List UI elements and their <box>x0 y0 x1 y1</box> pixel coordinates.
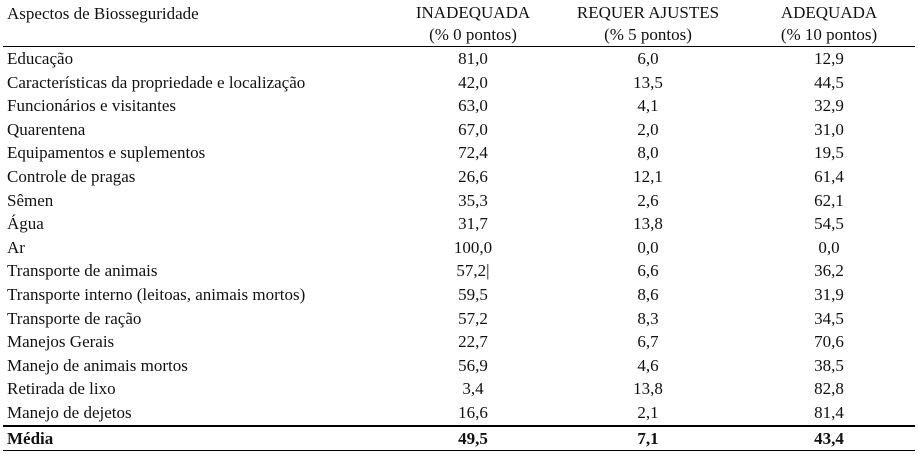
row-label: Características da propriedade e localização <box>7 72 306 92</box>
row-inadequada: 59,5 <box>458 284 488 304</box>
row-requer: 2,1 <box>637 402 659 422</box>
row-adequada: 32,9 <box>814 96 844 116</box>
row-inadequada: 57,2 <box>458 308 488 328</box>
row-adequada: 38,5 <box>814 355 844 375</box>
header-adequada <box>743 2 915 47</box>
table-row <box>3 330 915 354</box>
row-label: Água <box>7 214 44 234</box>
row-inadequada: 67,0 <box>458 119 488 139</box>
row-label: Educação <box>7 49 74 68</box>
table-row <box>3 259 915 283</box>
row-adequada: 61,4 <box>814 166 844 186</box>
row-adequada: 12,9 <box>814 49 844 68</box>
average-row <box>3 426 915 451</box>
row-requer: 8,6 <box>637 284 659 304</box>
row-requer: 13,8 <box>633 214 663 234</box>
row-inadequada: 72,4 <box>458 143 488 163</box>
row-adequada: 31,9 <box>814 284 844 304</box>
row-requer: 2,0 <box>637 119 659 139</box>
row-adequada: 34,5 <box>814 308 844 328</box>
table-row <box>3 47 915 71</box>
header-requer-title: REQUER AJUSTES <box>576 3 720 22</box>
row-requer: 6,0 <box>637 49 659 68</box>
row-adequada: 81,4 <box>814 402 844 422</box>
row-inadequada: 31,7 <box>458 214 488 234</box>
row-inadequada: 3,4 <box>462 379 484 399</box>
row-requer: 2,6 <box>637 190 659 210</box>
row-adequada: 19,5 <box>814 143 844 163</box>
row-label: Transporte de ração <box>7 308 142 328</box>
table-row <box>3 212 915 236</box>
row-adequada: 44,5 <box>814 72 844 92</box>
row-label: Quarentena <box>7 119 86 139</box>
average-label: Média <box>3 426 393 451</box>
row-inadequada: 42,0 <box>458 72 488 92</box>
row-inadequada: 57,2| <box>456 261 490 281</box>
row-inadequada: 100,0 <box>453 237 493 257</box>
average-inadequada: 49,5 <box>393 426 553 451</box>
row-label: Equipamentos e suplementos <box>7 143 206 163</box>
row-requer: 13,5 <box>633 72 663 92</box>
table-row <box>3 189 915 213</box>
row-requer: 0,0 <box>637 237 659 257</box>
table-row <box>3 401 915 426</box>
row-requer: 4,6 <box>637 355 659 375</box>
header-requer-ajustes <box>553 2 743 47</box>
row-adequada: 70,6 <box>814 332 844 352</box>
row-label: Ar <box>7 237 25 257</box>
table-row <box>3 118 915 142</box>
row-adequada: 36,2 <box>814 261 844 281</box>
table-row <box>3 165 915 189</box>
row-requer: 13,8 <box>633 379 663 399</box>
header-requer-points: (% 5 pontos) <box>604 25 692 44</box>
row-adequada: 31,0 <box>814 119 844 139</box>
row-label: Sêmen <box>7 190 54 210</box>
row-label: Transporte de animais <box>7 261 158 281</box>
row-label: Manejo de animais mortos <box>7 355 188 375</box>
row-label: Manejo de dejetos <box>7 402 132 422</box>
header-adequada-title: ADEQUADA <box>780 3 878 22</box>
table-row <box>3 236 915 260</box>
table-row <box>3 94 915 118</box>
row-adequada: 82,8 <box>814 379 844 399</box>
header-inadequada-points: (% 0 pontos) <box>429 25 517 44</box>
row-requer: 8,3 <box>637 308 659 328</box>
header-aspect-label: Aspectos de Biosseguridade <box>3 2 393 47</box>
table-footer <box>3 426 915 451</box>
row-label: Funcionários e visitantes <box>7 96 177 116</box>
table-row <box>3 71 915 95</box>
row-inadequada: 26,6 <box>458 166 488 186</box>
biosecurity-table <box>3 2 915 451</box>
table-header <box>3 2 915 47</box>
row-label: Transporte interno (leitoas, animais mortos) <box>7 284 306 304</box>
row-requer: 4,1 <box>637 96 659 116</box>
header-inadequada <box>393 2 553 47</box>
row-requer: 8,0 <box>637 143 659 163</box>
row-adequada: 62,1 <box>814 190 844 210</box>
row-inadequada: 35,3 <box>458 190 488 210</box>
table-body <box>3 47 915 426</box>
table-row <box>3 141 915 165</box>
table-row <box>3 354 915 378</box>
row-inadequada: 56,9 <box>458 355 488 375</box>
row-label: Manejos Gerais <box>7 332 115 352</box>
header-row <box>3 2 915 47</box>
average-adequada: 43,4 <box>743 426 915 451</box>
header-inadequada-title: INADEQUADA <box>415 3 531 22</box>
row-inadequada: 63,0 <box>458 96 488 116</box>
average-requer: 7,1 <box>553 426 743 451</box>
row-adequada: 0,0 <box>818 237 840 257</box>
row-inadequada: 22,7 <box>458 332 488 352</box>
row-requer: 12,1 <box>633 166 663 186</box>
header-adequada-points: (% 10 pontos) <box>780 25 878 44</box>
row-requer: 6,6 <box>637 261 659 281</box>
row-inadequada: 16,6 <box>458 402 488 422</box>
table-row <box>3 377 915 401</box>
table-row <box>3 283 915 307</box>
row-requer: 6,7 <box>637 332 659 352</box>
row-adequada: 54,5 <box>814 214 844 234</box>
table-row <box>3 307 915 331</box>
row-label: Controle de pragas <box>7 166 136 186</box>
row-label: Retirada de lixo <box>7 379 116 399</box>
row-inadequada: 81,0 <box>458 49 488 68</box>
